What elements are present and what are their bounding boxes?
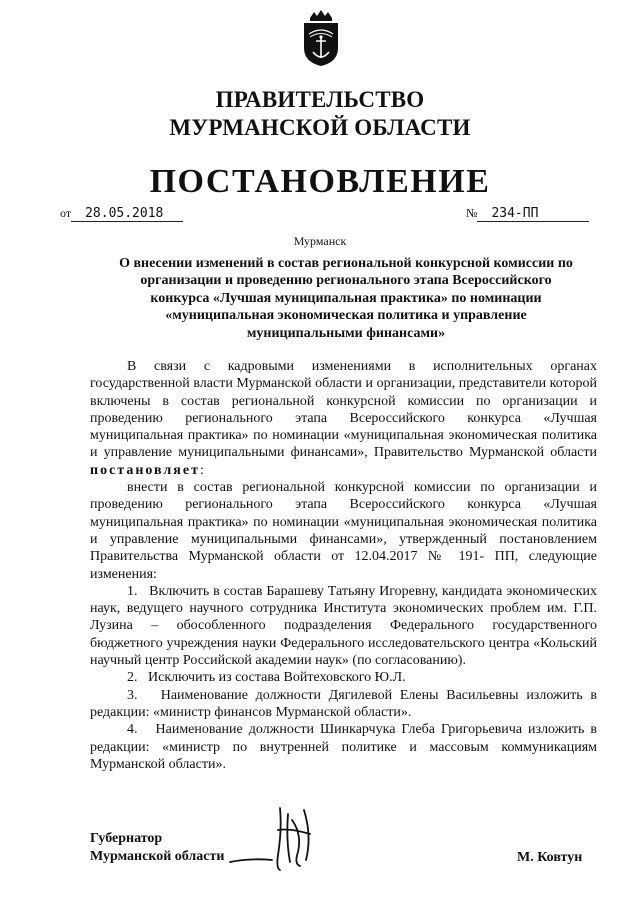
number-value: 234-ПП (491, 206, 539, 221)
signatory-title-line-2: Мурманской области (90, 849, 225, 864)
document-type-heading: ПОСТАНОВЛЕНИЕ (149, 163, 491, 200)
document-date (60, 205, 183, 222)
subject-line-4: «муниципальная экономическая политика и управление (165, 308, 527, 324)
decree-word: постановляет (90, 462, 200, 478)
government-name (0, 86, 640, 142)
date-value: 28.05.2018 (85, 206, 164, 221)
resolution-paragraph: внести в состав региональной конкурсной комиссии по организации и проведению регионального этапа Всероссийского конкурса «Лучшая муниципальная практика» по номинации «муниципальная экономическая политика и управление муниципальными финансами», утвержденный постановлением Правительства Мурманской области от 12.04.2017 № 191- ПП, следующие изменения: (90, 480, 597, 582)
government-line-2: МУРМАНСКОЙ ОБЛАСТИ (169, 115, 471, 140)
preamble-text: В связи с кадровыми изменениями в исполнительных органах государственной власти Мурманской области и организации, представители которой включены в состав региональной конкурсной комиссии по организации и проведению регионального этапа Всероссийского конкурса «Лучшая муниципальная практика» по номинации «муниципальная экономическая политика и управление муниципальными финансами», Правительство Мурманской области (90, 359, 597, 461)
subject-line-2: организации и проведению регионального этапа Всероссийского (140, 273, 552, 289)
preamble-paragraph (90, 358, 597, 479)
preamble-end: : (199, 462, 204, 478)
document-subject (96, 255, 596, 342)
signature-icon (220, 800, 340, 880)
list-item-3: 3. Наименование должности Дягилевой Елены Васильевны изложить в редакции: «министр финансов Мурманской области». (90, 687, 597, 720)
document-body (90, 358, 597, 773)
document-number (466, 205, 589, 222)
number-prefix: № (466, 206, 478, 220)
government-line-1: ПРАВИТЕЛЬСТВО (215, 87, 425, 112)
signatory-name: М. Ковтун (517, 850, 583, 865)
signatory-title (90, 830, 224, 866)
list-item-4: 4. Наименование должности Шинкарчука Глеба Григорьевича изложить в редакции: «министр по внутренней политике и массовым коммуникациям Мурманской области». (90, 722, 597, 772)
date-prefix: от (60, 206, 72, 220)
subject-line-3: конкурса «Лучшая муниципальная практика» по номинации (150, 290, 542, 306)
signatory-title-line-1: Губернатор (90, 831, 163, 846)
city-name: Мурманск (293, 234, 347, 248)
coat-of-arms-icon (298, 8, 344, 68)
list-item-2: 2. Исключить из состава Войтеховского Ю.Л. (127, 670, 406, 686)
subject-line-1: О внесении изменений в состав региональной конкурсной комиссии по (119, 256, 573, 271)
subject-line-5: муниципальными финансами» (246, 325, 446, 341)
list-item-1: 1. Включить в состав Барашеву Татьяну Игоревну, кандидата экономических наук, ведущего научного сотрудника Института экономических проблем им. Г.П. Лузина – обособленного подразделения Федерального государственного бюджетного учреждения науки Федерального исследовательского центра «Кольский научный центр Российской академии наук» (по согласованию). (90, 583, 597, 669)
